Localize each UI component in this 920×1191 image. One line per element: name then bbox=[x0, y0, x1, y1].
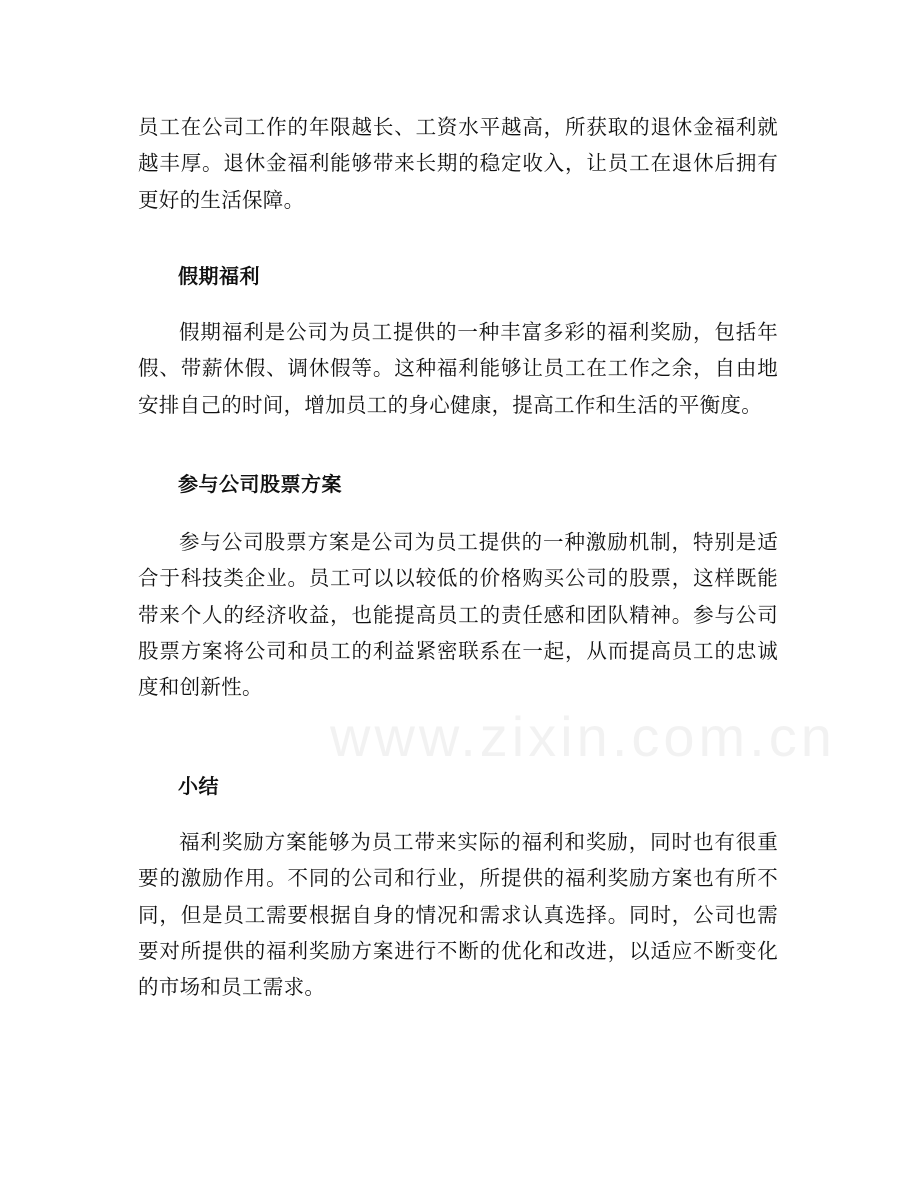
heading-stock-plan: 参与公司股票方案 bbox=[178, 472, 342, 496]
paragraph-pension-continued: 员工在公司工作的年限越长、工资水平越高，所获取的退休金福利就越丰厚。退休金福利能够带来长期的稳定收入，让员工在退休后拥有更好的生活保障。 bbox=[138, 115, 778, 212]
watermark-text: www.zixin.com.cn bbox=[330, 705, 836, 768]
heading-vacation-benefits: 假期福利 bbox=[178, 264, 260, 288]
heading-summary: 小结 bbox=[178, 774, 219, 798]
paragraph-summary: 福利奖励方案能够为员工带来实际的福利和奖励，同时也有很重要的激励作用。不同的公司和行业，所提供的福利奖励方案也有所不同，但是员工需要根据自身的情况和需求认真选择。同时，公司也需要对所提供的福利奖励方案进行不断的优化和改进，以适应不断变化的市场和员工需求。 bbox=[138, 830, 778, 1000]
paragraph-stock-plan: 参与公司股票方案是公司为员工提供的一种激励机制，特别是适合于科技类企业。员工可以以较低的价格购买公司的股票，这样既能带来个人的经济收益，也能提高员工的责任感和团队精神。参与公司股票方案将公司和员工的利益紧密联系在一起，从而提高员工的忠诚度和创新性。 bbox=[138, 530, 778, 700]
paragraph-vacation-benefits: 假期福利是公司为员工提供的一种丰富多彩的福利奖励，包括年假、带薪休假、调休假等。这种福利能够让员工在工作之余，自由地安排自己的时间，增加员工的身心健康，提高工作和生活的平衡度。 bbox=[138, 320, 778, 417]
